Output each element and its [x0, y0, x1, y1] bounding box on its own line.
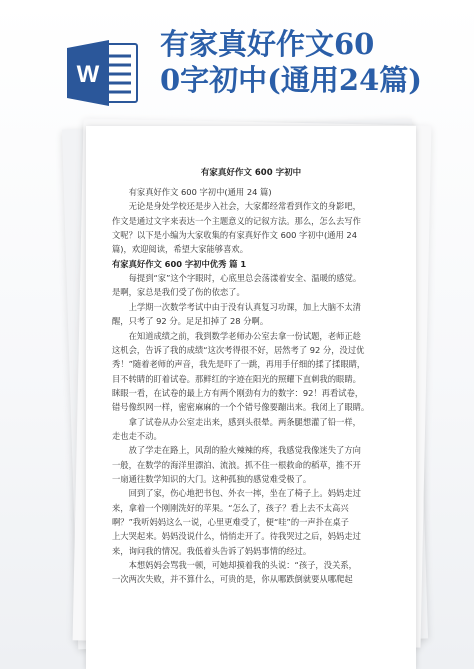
document-line: 来，询问我的情况。我低着头告诉了妈妈事情的经过。 [112, 545, 312, 556]
document-line: 一次两次失败，并不算什么，可贵的是，你从哪跌倒就要从哪爬起 [112, 574, 353, 585]
section-subheading: 有家真好作文 600 字初中优秀 篇 1 [112, 258, 247, 269]
document-heading: 有家真好作文 600 字初中 [200, 168, 302, 178]
document-line: 目不转睛的盯着试卷。那鲜红的字迹在阳光的照耀下直刺我的眼睛。 [112, 373, 361, 384]
svg-text:W: W [76, 61, 100, 88]
document-line: 在知道成绩之前，我到数学老师办公室去拿一份试题，老师正趁 [128, 330, 361, 341]
document-line: 回到了家，伤心地把书包、外衣一摔，坐在了椅子上。妈妈走过 [128, 488, 361, 499]
document-line: 来，拿着一个刚刚洗好的苹果。“怎么了，孩子？看上去不太高兴 [112, 502, 349, 513]
document-line: 秀！”随着老师的声音，我先是吓了一跳，再用手仔细的揉了揉眼睛， [112, 359, 366, 370]
document-line: 拿了试卷从办公室走出来，感到头很晕。两条腿想灌了铅一样， [128, 416, 361, 427]
document-line: 放了学走在路上，风刮的脸火辣辣的疼，我感觉我像迷失了方向 [128, 445, 361, 456]
title-line-1: 有家真好作文60 [160, 27, 375, 61]
document-line: 这机会，告诉了我的成绩“这次考得很不好，居然考了 92 分，没过优 [112, 344, 365, 355]
document-line: 上大哭起来。妈妈没说什么，悄悄走开了。待我哭过之后，妈妈走过 [112, 531, 361, 542]
document-line: 啊？”我听妈妈这么一说，心里更难受了，便“哇”的一声扑在桌子 [112, 517, 349, 528]
document-line: 本想妈妈会骂我一顿，可她却摸着我的头说：“孩子，没关系， [128, 560, 357, 571]
document-line: 一般，在数学的海洋里漂泊、流浪。抓不住一根救命的稻草，推不开 [112, 459, 361, 470]
document-line: 文呢？以下是小编为大家收集的有家真好作文 600 字初中(通用 24 [112, 230, 357, 241]
document-line: 走也走不动。 [112, 430, 162, 441]
document-line: 每提到“家”这个字眼时，心底里总会荡漾着安全、温暖的感觉。 [128, 273, 362, 284]
document-line: 一扇通往数学知识的大门。这种孤独的感觉难受极了。 [112, 474, 312, 484]
document-line: 醒，只考了 92 分。足足扣掉了 28 分啊。 [112, 316, 269, 327]
document-line: 篇)，欢迎阅读，希望大家能够喜欢。 [112, 244, 248, 255]
document-line: 无论是身处学校还是步入社会，大家都经常看到作文的身影吧， [128, 201, 361, 212]
document-page [86, 126, 416, 669]
document-line: 作文是通过文字来表达一个主题意义的记叙方法。那么，怎么去写作 [112, 215, 361, 226]
title-line-2: 0字初中(通用24篇) [160, 63, 422, 97]
document-line: 上学期一次数学考试中由于没有认真复习功课，加上大脑不太清 [128, 301, 361, 312]
document-line: 错号像织网一样，密密麻麻的一个个错号像要蹦出来。我闭上了眼睛。 [112, 402, 370, 413]
word-logo-icon [65, 38, 141, 108]
page-title [160, 26, 460, 98]
document-line: 眯眼一看，在试卷的最上方有两个刚劲有力的数字：92！再看试卷， [112, 387, 364, 398]
document-line: 是啊，家总是我们受了伤的依恋了。 [112, 287, 245, 298]
document-line: 有家真好作文 600 字初中(通用 24 篇) [128, 187, 272, 197]
